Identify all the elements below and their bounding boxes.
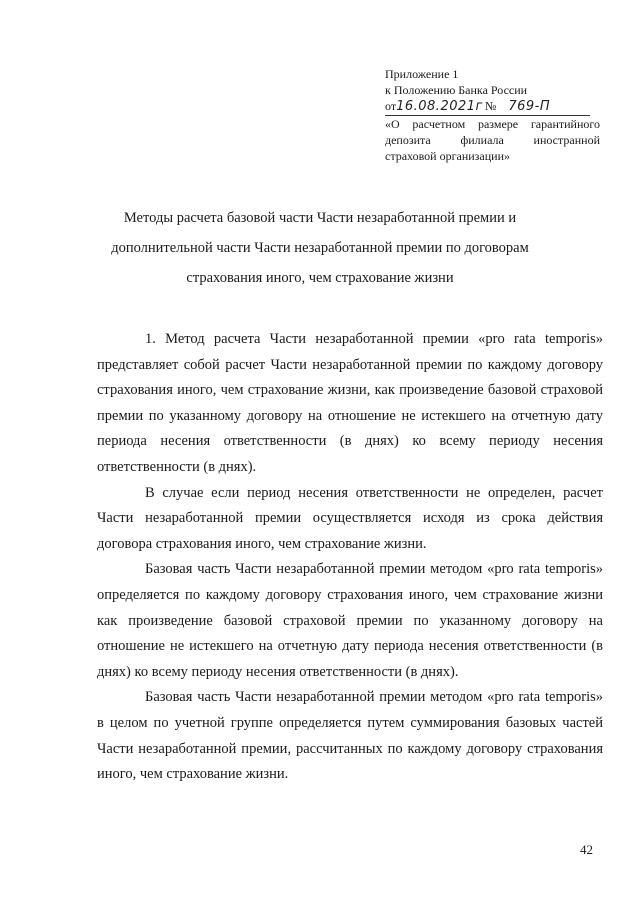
paragraph-1: 1. Метод расчета Части незаработанной премии «pro rata temporis» представляет собой расчет Части незаработанной премии по каждому договору страхования иного, чем страхование жизни, как произведение базовой страховой премии по указанному договору на отношение не истекшего на отчетную дату периода несения ответственности (в днях) ко всему периоду несения ответственности (в днях).: [97, 331, 603, 475]
appendix-header: [385, 66, 600, 164]
date-prefix: от: [385, 99, 397, 113]
handwritten-date: 16.08.2021г: [396, 99, 483, 114]
page-number: 42: [580, 842, 593, 857]
paragraph-4: Базовая часть Части незаработанной премии методом «pro rata temporis» в целом по учетной группе определяется путем суммирования базовых частей Части незаработанной премии, рассчитанных по каждому договору страхования иного, чем страхование жизни.: [97, 689, 603, 783]
appendix-subject: «О расчетном размере гарантийного депозита филиала иностранной страховой организации»: [385, 117, 600, 163]
document-title: Методы расчета базовой части Части незаработанной премии и дополнительной части Части незаработанной премии по договорам страхования иного, чем страхование жизни: [111, 210, 529, 286]
appendix-date-number-line: [385, 98, 590, 116]
number-label: №: [484, 99, 497, 113]
paragraph-3: Базовая часть Части незаработанной премии методом «pro rata temporis» определяется по каждому договору страхования иного, чем страхование жизни как произведение базовой страховой премии по указанному договору на отношение не истекшего на отчетную дату периода несения ответственности (в днях) ко всему периоду несения ответственности (в днях).: [97, 561, 603, 680]
handwritten-number: 769-П: [508, 99, 551, 114]
document-body: [97, 327, 603, 788]
appendix-title: Приложение 1: [385, 67, 459, 81]
paragraph-2: В случае если период несения ответственности не определен, расчет Части незаработанной премии осуществляется исходя из срока действия договора страхования иного, чем страхование жизни.: [97, 484, 603, 552]
appendix-reference: к Положению Банка России: [385, 83, 528, 97]
